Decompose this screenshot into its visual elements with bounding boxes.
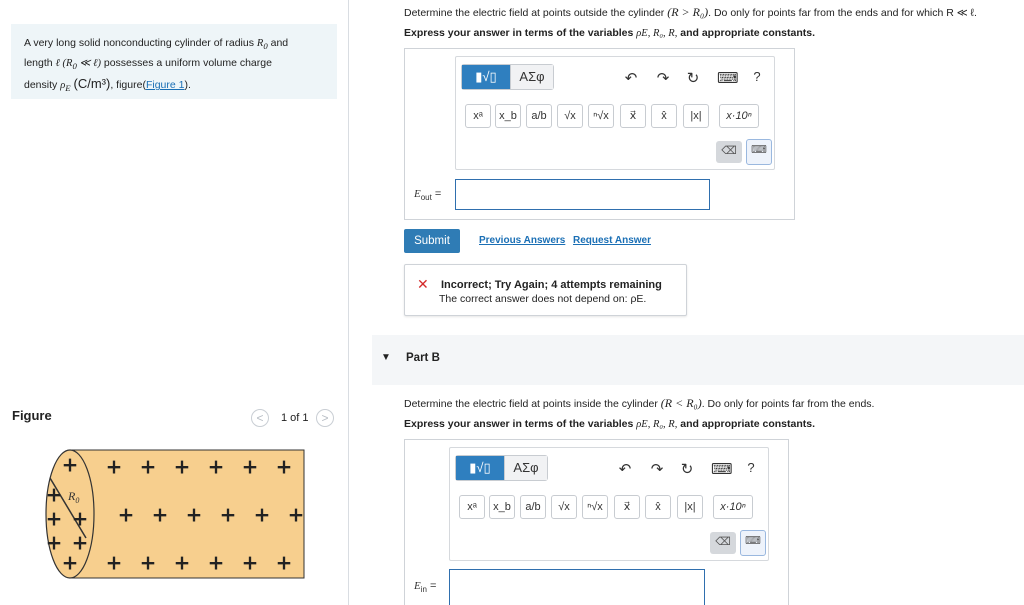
plus-charge-sign: + <box>151 502 169 527</box>
superscript-button[interactable]: xᵃ <box>459 495 485 519</box>
plus-charge-sign: + <box>241 550 259 575</box>
question-text: . Do only for points far from the ends. <box>701 398 875 410</box>
input-label-eq: = <box>431 188 442 200</box>
plus-charge-sign: + <box>287 502 305 527</box>
unit-vector-button[interactable]: x̂ <box>645 495 671 519</box>
plus-charge-sign: + <box>241 454 259 479</box>
math-var: ℓ <box>55 58 60 70</box>
help-icon[interactable]: ? <box>747 460 755 475</box>
problem-text-part: ). <box>184 79 191 92</box>
help-icon[interactable]: ? <box>753 69 761 84</box>
math-sub: E <box>65 83 71 94</box>
plus-charge-sign: + <box>71 530 89 555</box>
sqrt-button[interactable]: √x <box>551 495 577 519</box>
fraction-button[interactable]: a/b <box>526 104 552 128</box>
express-vars: ρE, R₀, R, <box>636 28 678 39</box>
question-text: . Do only for points far from the ends and for which R ≪ ℓ. <box>708 7 977 19</box>
feedback-title: Incorrect; Try Again; 4 attempts remaining <box>441 279 662 291</box>
plus-charge-sign: + <box>207 550 225 575</box>
abs-button[interactable]: |x| <box>677 495 703 519</box>
figure-prev-button[interactable]: < <box>251 409 269 427</box>
feedback-box <box>404 264 687 316</box>
plus-charge-sign: + <box>253 502 271 527</box>
undo-icon[interactable]: ↶ <box>624 70 638 87</box>
part-b-header[interactable] <box>372 335 1024 385</box>
math-var: ρ <box>60 80 66 92</box>
feedback-detail: The correct answer does not depend on: ρE. <box>439 293 647 305</box>
nth-root-button[interactable]: ⁿ√x <box>582 495 608 519</box>
sci-notation-button[interactable]: x·10ⁿ <box>719 104 759 128</box>
reset-icon[interactable]: ↻ <box>680 461 694 478</box>
part-a-question <box>404 5 977 20</box>
abs-button[interactable]: |x| <box>683 104 709 128</box>
part-a-math-toolbar <box>455 56 775 170</box>
part-b-input-label <box>414 580 436 594</box>
express-text: and appropriate constants. <box>677 27 816 39</box>
templates-button[interactable]: ▮√▯ <box>456 456 504 480</box>
math-cond: ≪ ℓ) <box>76 58 101 70</box>
redo-icon[interactable]: ↷ <box>650 461 664 478</box>
plus-charge-sign: + <box>45 482 63 507</box>
plus-charge-sign: + <box>275 454 293 479</box>
figure-pager: 1 of 1 <box>281 412 309 424</box>
plus-charge-sign: + <box>45 506 63 531</box>
question-condition: (R > R₀) <box>667 5 709 19</box>
plus-charge-sign: + <box>139 550 157 575</box>
cylinder-figure <box>44 448 306 582</box>
error-icon: ✕ <box>417 276 429 292</box>
greek-button[interactable]: ΑΣφ <box>504 456 547 480</box>
math-units: (C/m³) <box>73 76 111 92</box>
submit-button[interactable]: Submit <box>404 229 460 253</box>
math-sub: 0 <box>263 41 268 52</box>
part-b-answer-input[interactable] <box>449 569 705 605</box>
template-group <box>461 64 554 90</box>
plus-charge-sign: + <box>105 454 123 479</box>
nth-root-button[interactable]: ⁿ√x <box>588 104 614 128</box>
figure-link[interactable]: Figure 1 <box>145 79 185 92</box>
subscript-button[interactable]: x_b <box>495 104 521 128</box>
collapse-arrow-icon[interactable]: ▼ <box>381 352 391 363</box>
templates-button[interactable]: ▮√▯ <box>462 65 510 89</box>
input-label-sub: in <box>420 585 427 595</box>
part-b-express <box>404 418 815 430</box>
greek-button[interactable]: ΑΣφ <box>510 65 553 89</box>
undo-icon[interactable]: ↶ <box>618 461 632 478</box>
plus-charge-sign: + <box>105 550 123 575</box>
reset-icon[interactable]: ↻ <box>686 70 700 87</box>
plus-charge-sign: + <box>185 502 203 527</box>
figure-next-button[interactable]: > <box>316 409 334 427</box>
problem-text-part: and <box>267 37 289 49</box>
problem-statement <box>24 35 324 97</box>
vector-button[interactable]: x⃗ <box>620 104 646 128</box>
delete-icon[interactable]: ⌫ <box>710 532 736 554</box>
plus-charge-sign: + <box>61 452 79 477</box>
keyboard-shortcuts-icon[interactable]: ⌨ <box>711 461 733 478</box>
sqrt-button[interactable]: √x <box>557 104 583 128</box>
input-label-var: E <box>414 580 421 592</box>
express-text: Express your answer in terms of the variables <box>404 27 637 39</box>
figure-heading: Figure <box>12 408 52 423</box>
part-a-input-label <box>414 188 441 202</box>
keyboard-toggle-icon[interactable]: ⌨ <box>740 530 766 556</box>
plus-charge-sign: + <box>71 506 89 531</box>
math-sub: 0 <box>72 61 77 72</box>
previous-answers-link[interactable]: Previous Answers <box>479 235 566 246</box>
superscript-button[interactable]: xᵃ <box>465 104 491 128</box>
problem-text-part: , figure( <box>110 79 146 92</box>
part-a-answer-input[interactable] <box>455 179 710 210</box>
plus-charge-sign: + <box>117 502 135 527</box>
express-text: Express your answer in terms of the variables <box>404 418 637 430</box>
part-b-question <box>404 396 874 411</box>
problem-text-part: A very long solid nonconducting cylinder of radius <box>24 37 257 49</box>
plus-charge-sign: + <box>173 454 191 479</box>
plus-charge-sign: + <box>45 530 63 555</box>
vector-button[interactable]: x⃗ <box>614 495 640 519</box>
input-label-eq: = <box>426 580 437 592</box>
input-label-sub: out <box>420 193 432 203</box>
math-cond: (R <box>59 58 73 70</box>
part-b-math-toolbar <box>449 447 769 561</box>
part-a-express <box>404 27 815 39</box>
keyboard-toggle-icon[interactable]: ⌨ <box>746 139 772 165</box>
plus-charge-sign: + <box>139 454 157 479</box>
problem-text-part: possesses a uniform volume charge <box>100 57 272 70</box>
plus-charge-sign: + <box>207 454 225 479</box>
question-condition: (R < R₀) <box>660 396 702 410</box>
plus-charge-sign: + <box>219 502 237 527</box>
question-text: Determine the electric field at points inside the cylinder <box>404 398 661 410</box>
question-text: Determine the electric field at points outside the cylinder <box>404 7 668 19</box>
plus-charge-sign: + <box>275 550 293 575</box>
express-text: and appropriate constants. <box>677 418 816 430</box>
unit-vector-button[interactable]: x̂ <box>651 104 677 128</box>
math-var: R <box>256 38 264 49</box>
input-label-var: E <box>414 188 421 200</box>
subscript-button[interactable]: x_b <box>489 495 515 519</box>
plus-charge-sign: + <box>61 550 79 575</box>
part-b-title[interactable]: Part B <box>406 352 440 364</box>
template-group <box>455 455 548 481</box>
problem-text-part: density <box>24 79 61 92</box>
keyboard-shortcuts-icon[interactable]: ⌨ <box>717 70 739 87</box>
redo-icon[interactable]: ↷ <box>656 70 670 87</box>
express-vars: ρE, R₀, R, <box>636 419 678 430</box>
fraction-button[interactable]: a/b <box>520 495 546 519</box>
radius-label: $R_0$ <box>68 489 80 505</box>
request-answer-link[interactable]: Request Answer <box>573 235 651 246</box>
delete-icon[interactable]: ⌫ <box>716 141 742 163</box>
problem-text-part: length <box>24 57 56 70</box>
plus-charge-sign: + <box>173 550 191 575</box>
sci-notation-button[interactable]: x·10ⁿ <box>713 495 753 519</box>
panel-divider <box>348 0 349 605</box>
